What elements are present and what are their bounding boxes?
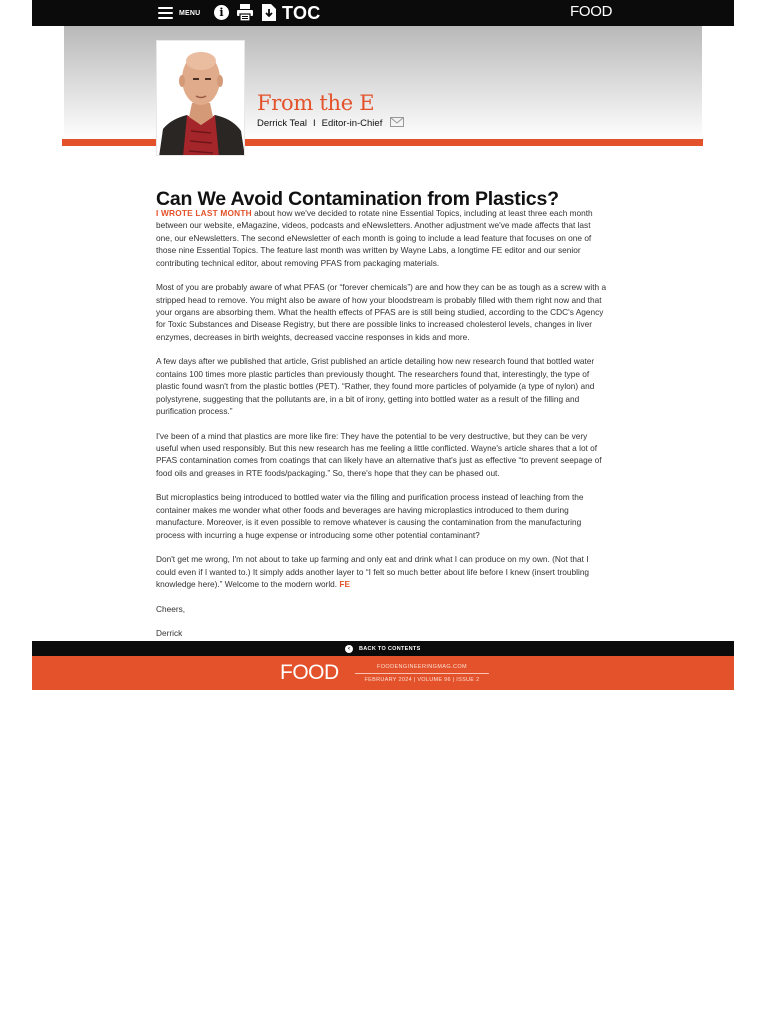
closing: Cheers, xyxy=(156,603,186,614)
author-photo xyxy=(156,40,245,156)
top-toolbar xyxy=(32,0,734,26)
paragraph: Most of you are probably aware of what PFAS (or “forever chemicals”) are and how they can be as tough as a screw with a stripped head to remove. You might also be aware of how your bloodstream is probably filled with them right now and that your organs are absorbing them. What the health effects of PFAS are is still being studied, according to the CDC's Agency for Toxic Substances and Disease Registry, but there are possible links to increased cholesterol levels, changes in liver enzymes, decreases in birth weights, decreased vaccine responses in kids and more. xyxy=(156,282,607,342)
menu-button[interactable] xyxy=(158,4,200,22)
website-link[interactable]: FOODENGINEERINGMAG.COM xyxy=(376,664,468,670)
article-title: Can We Avoid Contamination from Plastics? xyxy=(156,188,559,211)
back-bar xyxy=(32,641,734,656)
footer xyxy=(32,656,734,690)
back-to-contents-button[interactable] xyxy=(345,643,421,654)
paragraph: A few days after we published that article, Grist published an article detailing how new research found that bottled water contains 100 times more plastic particles than previously thought. The researchers found that, interestingly, the type of plastic found wasn't from the plastic bottles (PET). “Rather, they found more particles of polyamide (a type of nylon) and polystyrene, suggesting that the pollutants are, in a bit of irony, getting into bottled water as a result of the filling and purification process.” xyxy=(156,356,595,417)
paragraph xyxy=(156,207,608,269)
byline-separator: I xyxy=(312,118,316,129)
brand-logo: FOOD xyxy=(570,3,613,20)
issue-info: FEBRUARY 2024 | VOLUME 96 | ISSUE 2 xyxy=(364,677,480,683)
print-button[interactable] xyxy=(236,4,253,21)
end-mark: FE xyxy=(339,579,350,590)
back-label: BACK TO CONTENTS xyxy=(359,645,421,652)
author-name: Derrick Teal xyxy=(257,118,307,129)
print-icon xyxy=(237,4,253,21)
paragraph: I've been of a mind that plastics are more like fire: They have the potential to be very destructive, but they can be very useful when used responsibly. But this new research has me feeling a little conflicted. Wayne's article shares that a lot of PFAS contamination comes from coatings that can likely have an alternative that's just as effective “to prevent seepage of food oils and greases in RTE foods/packaging.” So, there's hope that they can be phased out. xyxy=(156,430,602,478)
paragraph-text: about how we've decided to rotate nine Essential Topics, including at least three each month between our website, eMagazine, videos, podcasts and eNewsletters. Another adjustment we've made affects that last one, our eNewsletters. The second eNewsletter of each month is going to include a lead feature that focuses on one of those nine Essential Topics. The feature last month was written by Wayne Labs, a longtime FE editor and our senior contributing technical editor, about removing PFAS from packaging materials. xyxy=(156,208,593,268)
section-title: From the E xyxy=(257,91,375,115)
paragraph xyxy=(156,553,608,590)
menu-icon xyxy=(158,7,173,19)
email-author-button[interactable] xyxy=(390,117,404,130)
lead-in: I WROTE LAST MONTH xyxy=(156,208,252,218)
byline xyxy=(257,117,404,130)
back-arrow-icon: ‹ xyxy=(345,645,353,653)
footer-brand-logo: FOOD xyxy=(280,661,339,684)
paragraph-text: Don't get me wrong, I'm not about to take up farming and only eat and drink what I can produce on my own. (Not that I could even if I wanted to.) It simply adds another layer to “I felt so much better about life before I knew (insert troubling knowledge here).” Welcome to the modern world. xyxy=(156,554,590,590)
signature: Derrick xyxy=(156,628,183,639)
footer-divider xyxy=(355,673,489,674)
author-role: Editor-in-Chief xyxy=(321,118,383,129)
article-body xyxy=(156,207,608,652)
download-icon xyxy=(262,4,276,21)
download-button[interactable] xyxy=(260,4,277,21)
toc-button[interactable]: TOC xyxy=(282,3,321,23)
magazine-page xyxy=(32,0,734,690)
menu-label: MENU xyxy=(179,9,201,17)
info-button[interactable] xyxy=(213,4,230,21)
mail-icon xyxy=(390,117,404,127)
info-icon: i xyxy=(214,5,229,20)
paragraph: But microplastics being introduced to bottled water via the filling and purification process instead of leaching from the container makes me wonder what other foods and beverages are having microplastics introduced to them during manufacture. Moreover, is it even possible to remove whatever is causing the contamination from the manufacturing process with incurring a huge expense or introducing some other potential contaminant? xyxy=(156,492,584,540)
